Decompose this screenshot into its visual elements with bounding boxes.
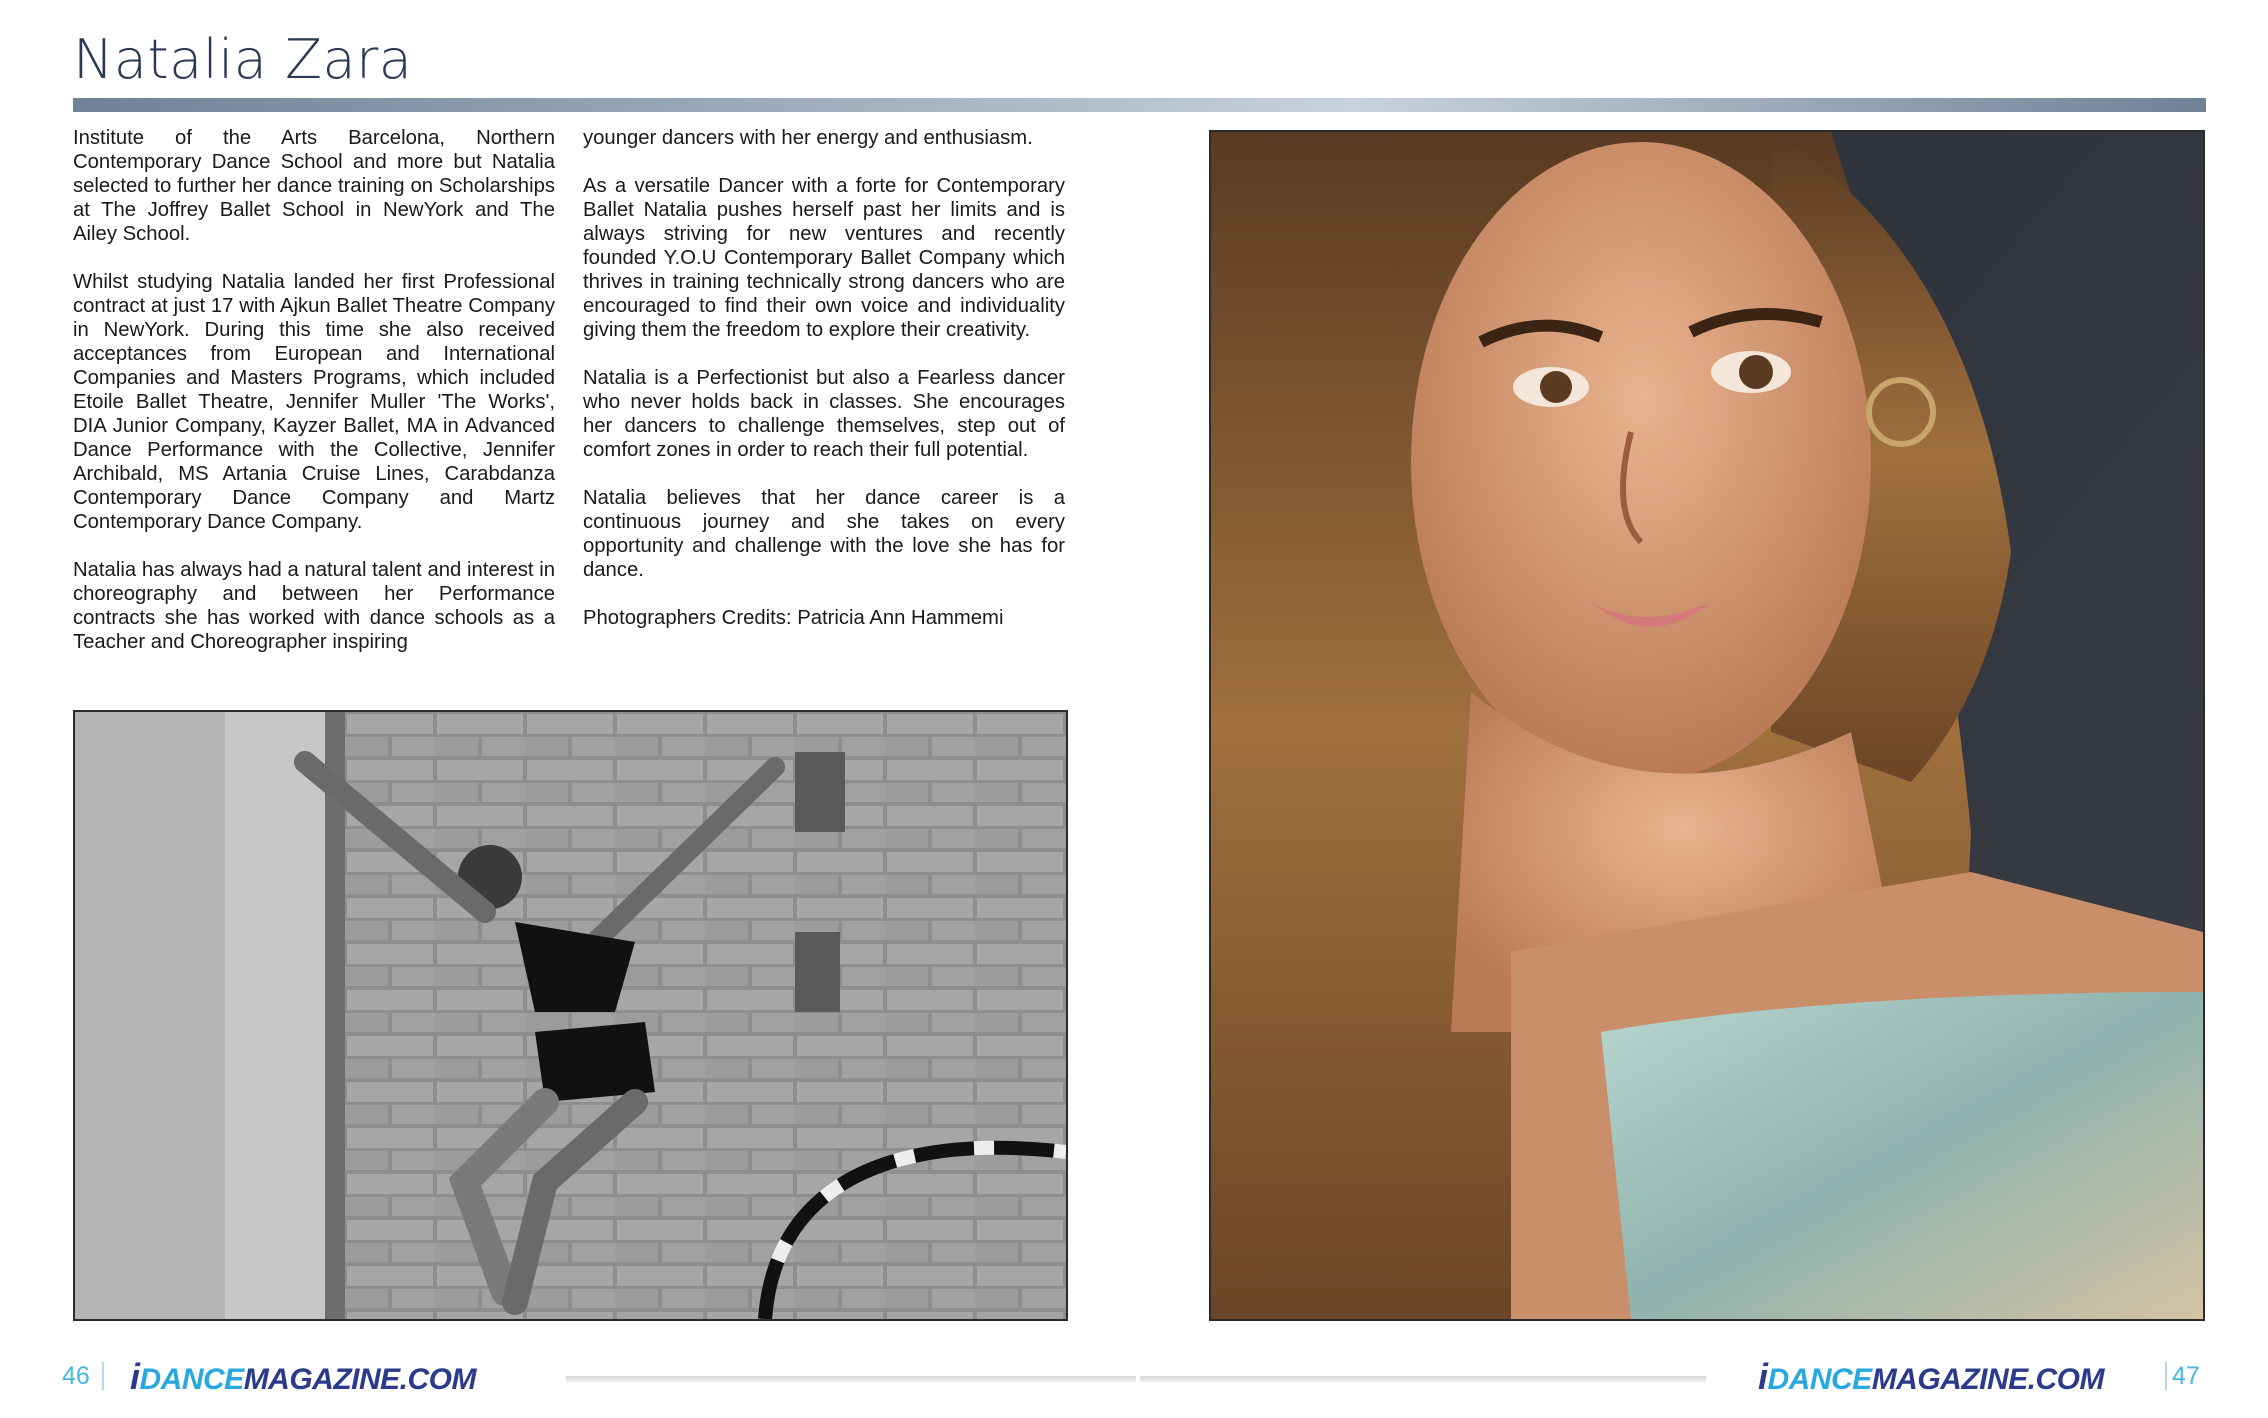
paragraph: younger dancers with her energy and enthusiasm. — [583, 127, 1033, 149]
paragraph: Natalia is a Perfectionist but also a Fearless dancer who never holds back in classes. She encourages her dancers to challenge themselves, step out of comfort zones in order to reach their full potential. — [583, 367, 1065, 461]
paragraph: As a versatile Dancer with a forte for Contemporary Ballet Natalia pushes herself past her limits and is always striving for new ventures and recently founded Y.O.U Contemporary Ballet Company which thrives in training technically strong dancers who are encouraged to find their own voice and individuality giving them the freedom to explore their creativity. — [583, 175, 1065, 341]
paragraph: Natalia has always had a natural talent and interest in choreography and between her Performance contracts she has worked with dance schools as a Teacher and Choreographer inspiring — [73, 559, 555, 653]
paragraph: Natalia believes that her dance career is a continuous journey and she takes on every opportunity and challenge with the love she has for dance. — [583, 487, 1065, 581]
paragraph: Institute of the Arts Barcelona, Northern Contemporary Dance School and more but Natalia selected to further her dance training on Scholarships at The Joffrey Ballet School in NewYork and The Ailey School. — [73, 127, 555, 245]
footer-line — [566, 1376, 1136, 1382]
footer-line — [1140, 1376, 1706, 1382]
page-number-left: 46 — [62, 1362, 90, 1390]
footer-separator — [102, 1362, 104, 1390]
title-rule — [73, 98, 2206, 112]
paragraph: Whilst studying Natalia landed her first Professional contract at just 17 with Ajkun Ballet Theatre Company in NewYork. During this time she also received acceptances from European and International Companies and Masters Programs, which included Etoile Ballet Theatre, Jennifer Muller 'The Works', DIA Junior Company, Kayzer Ballet, MA in Advanced Dance Performance with the Collective, Jennifer Archibald, MS Artania Cruise Lines, Carabdanza Contemporary Dance Company and Martz Contemporary Dance Company. — [73, 271, 555, 533]
magazine-logo: iDANCEMAGAZINE.COM — [130, 1356, 477, 1397]
footer-separator — [2165, 1362, 2167, 1390]
photo-credits: Photographers Credits: Patricia Ann Hammemi — [583, 607, 1004, 629]
article-title: Natalia Zara — [73, 28, 413, 91]
magazine-logo: iDANCEMAGAZINE.COM — [1758, 1356, 2105, 1397]
portrait-photo — [1209, 130, 2205, 1321]
text-column-right — [583, 126, 1065, 630]
text-column-left — [73, 126, 555, 654]
page-number-right: 47 — [2172, 1362, 2200, 1390]
dancer-photo-bw — [73, 710, 1068, 1321]
